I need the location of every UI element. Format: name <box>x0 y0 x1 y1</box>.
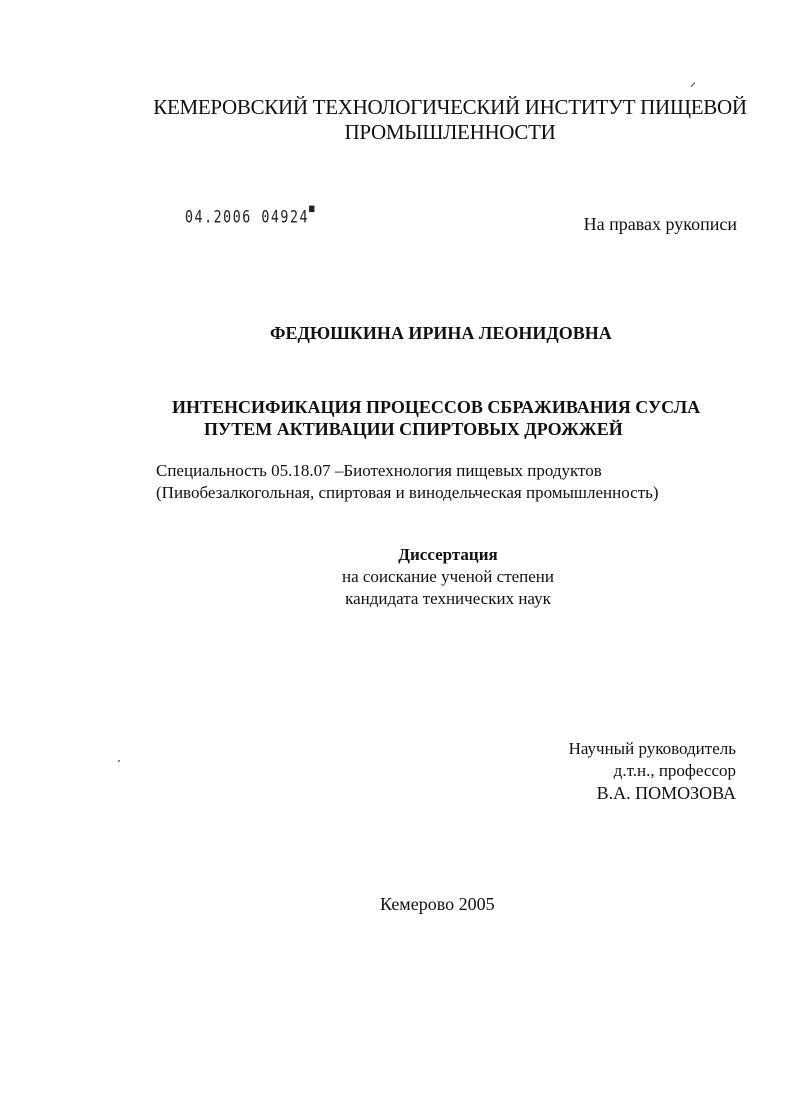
registration-stamp <box>185 206 316 228</box>
institute-header <box>150 95 750 145</box>
supervisor-degree: д.т.н., профессор <box>613 761 736 780</box>
specialty-block <box>156 460 659 504</box>
dissertation-degree-block <box>303 544 593 610</box>
city-year: Кемерово 2005 <box>380 894 495 914</box>
institute-line-1: КЕМЕРОВСКИЙ ТЕХНОЛОГИЧЕСКИЙ ИНСТИТУТ ПИЩЕВОЙ <box>153 95 747 119</box>
registration-number: 04.2006 04924 <box>185 207 310 228</box>
title-line-2: ПУТЕМ АКТИВАЦИИ СПИРТОВЫХ ДРОЖЖЕЙ <box>204 419 623 439</box>
degree-line-1: на соискание ученой степени <box>341 567 555 586</box>
dissertation-title <box>172 396 700 440</box>
specialty-line-1: Специальность 05.18.07 –Биотехнология пищевых продуктов <box>156 461 602 480</box>
specialty-line-2: (Пивобезалкогольная, спиртовая и винодельческая промышленность) <box>156 483 659 502</box>
scan-mark <box>691 82 696 87</box>
scan-speck <box>118 760 120 762</box>
dissertation-heading: Диссертация <box>398 545 498 564</box>
institute-line-2: ПРОМЫШЛЕННОСТИ <box>344 120 556 144</box>
stamp-mark: ▀ <box>309 206 316 219</box>
title-line-1: ИНТЕНСИФИКАЦИЯ ПРОЦЕССОВ СБРАЖИВАНИЯ СУСЛА <box>172 397 701 417</box>
supervisor-name: В.А. ПОМОЗОВА <box>596 783 736 803</box>
manuscript-rights-note: На правах рукописи <box>583 214 737 234</box>
supervisor-role: Научный руководитель <box>568 739 736 758</box>
degree-line-2: кандидата технических наук <box>345 589 551 608</box>
supervisor-block <box>569 738 736 804</box>
author-name: ФЕДЮШКИНА ИРИНА ЛЕОНИДОВНА <box>270 323 612 343</box>
